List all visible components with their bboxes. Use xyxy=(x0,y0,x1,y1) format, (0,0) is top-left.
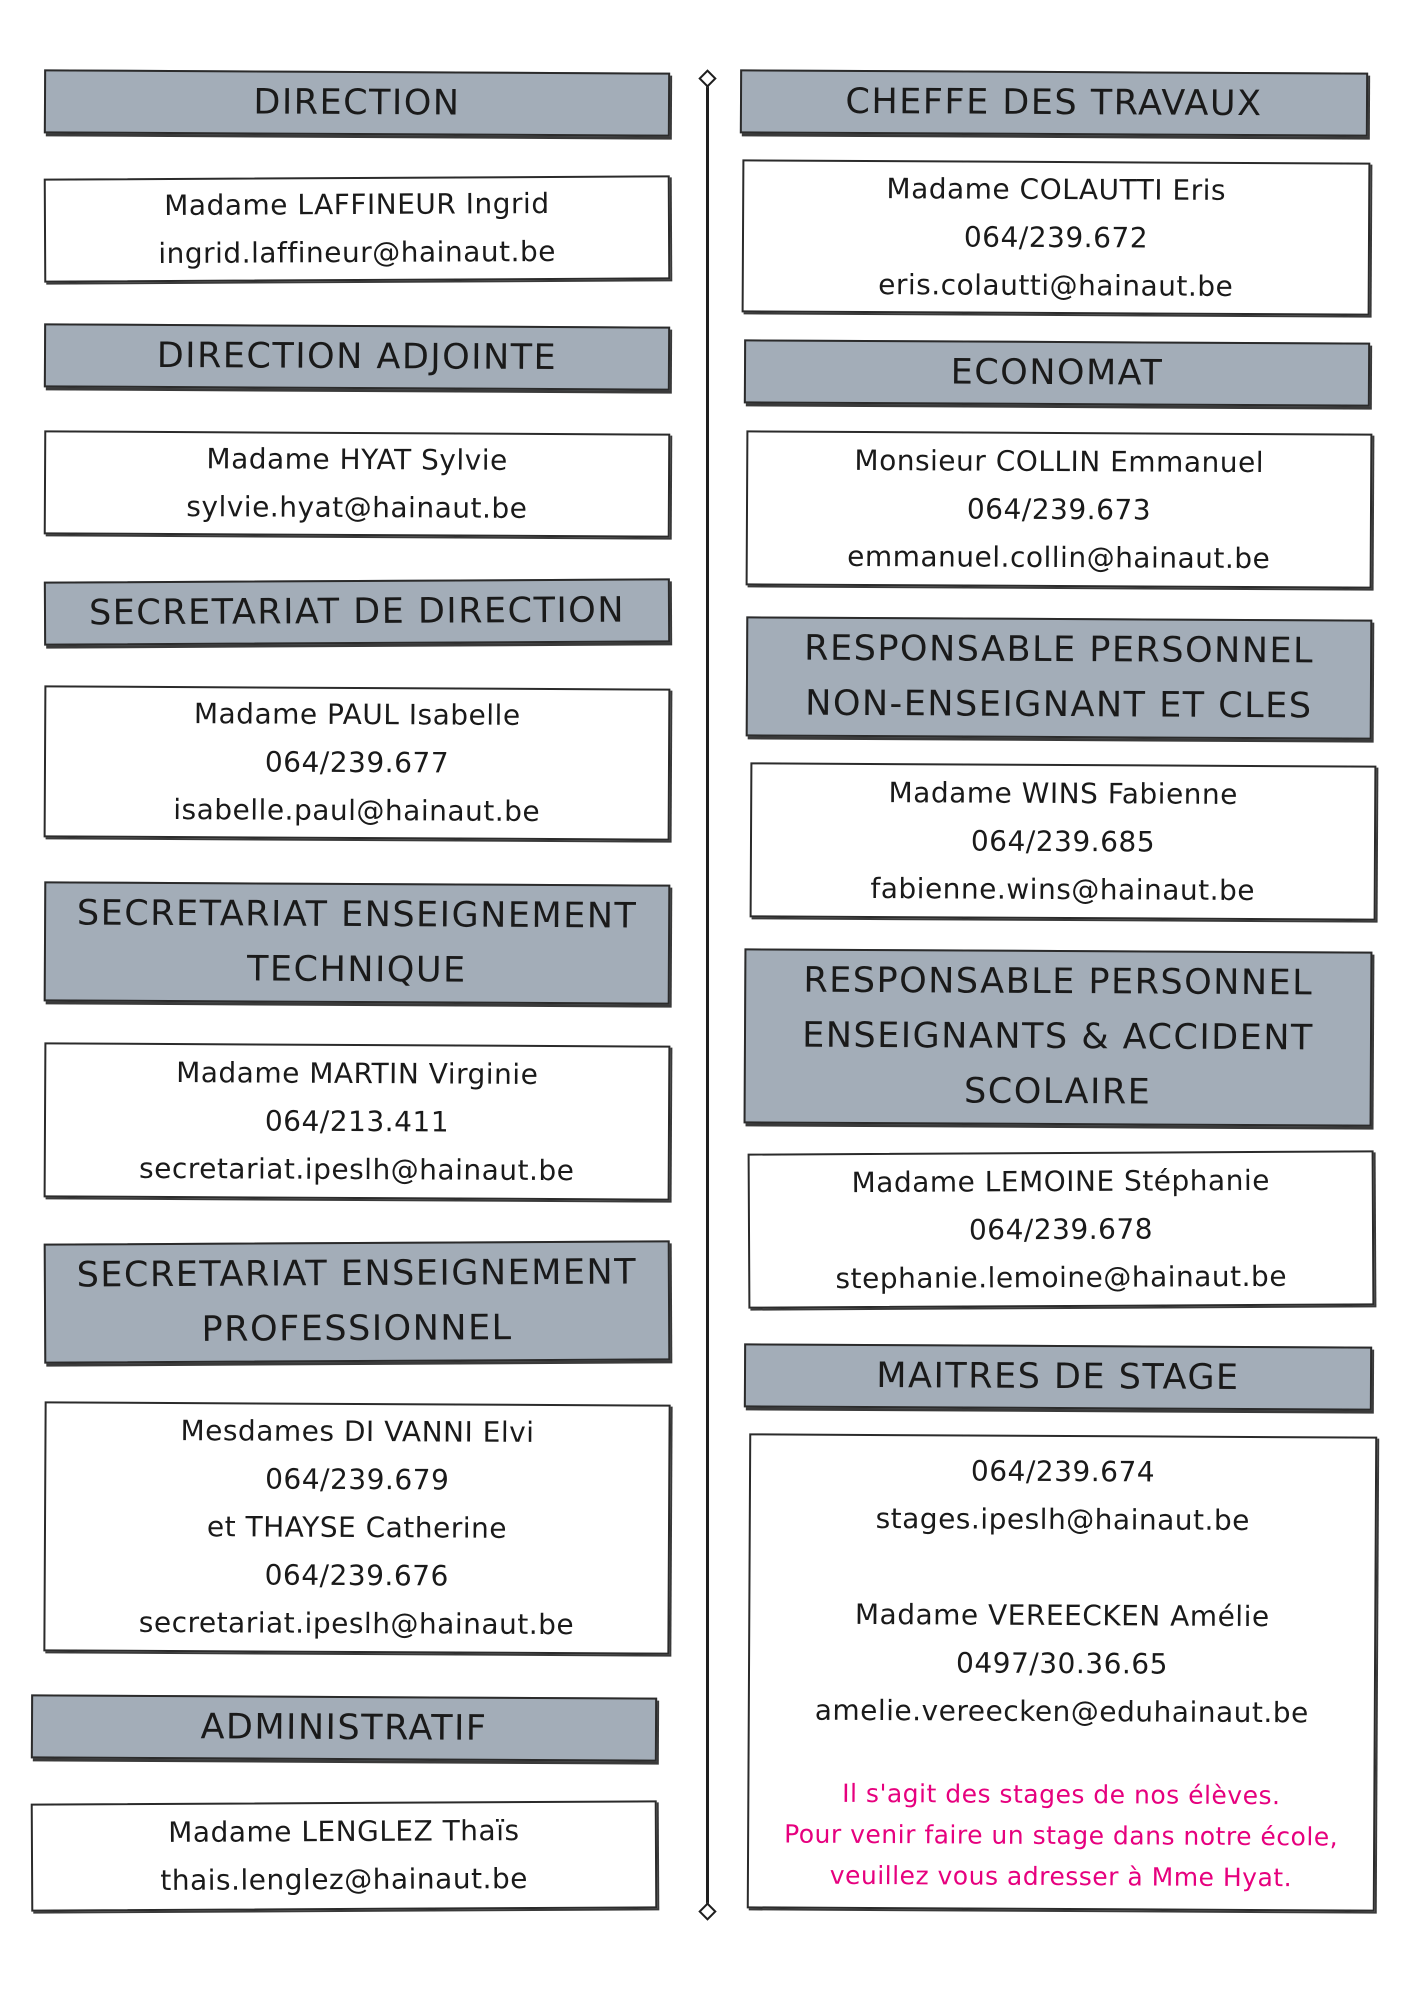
secretariat-technique-name: Madame MARTIN Virginie xyxy=(176,1055,539,1091)
secretariat-technique-title-line-1: SECRETARIAT ENSEIGNEMENT xyxy=(76,893,638,937)
direction-title: DIRECTION xyxy=(253,81,461,124)
cheffe-travaux-contact-card xyxy=(742,159,1371,315)
secretariat-direction-title: SECRETARIAT DE DIRECTION xyxy=(88,590,626,633)
direction-adjointe-name: Madame HYAT Sylvie xyxy=(206,442,508,477)
secretariat-professionnel-name-1: Mesdames DI VANNI Elvi xyxy=(180,1414,535,1449)
direction-name: Madame LAFFINEUR Ingrid xyxy=(164,186,550,223)
cheffe-travaux-phone: 064/239.672 xyxy=(963,220,1149,254)
secretariat-professionnel-email[interactable]: secretariat.ipeslh@hainaut.be xyxy=(138,1605,575,1642)
economat-title: ECONOMAT xyxy=(950,351,1164,394)
personnel-non-enseignant-email[interactable]: fabienne.wins@hainaut.be xyxy=(870,871,1256,907)
economat-contact-card xyxy=(746,430,1373,588)
personnel-enseignants-phone: 064/239.678 xyxy=(968,1212,1154,1246)
administratif-header xyxy=(31,1694,657,1761)
direction-email[interactable]: ingrid.laffineur@hainaut.be xyxy=(158,234,557,271)
personnel-enseignants-title-line-2: ENSEIGNANTS & ACCIDENT xyxy=(802,1015,1314,1059)
secretariat-professionnel-contact-card xyxy=(43,1401,670,1654)
cheffe-travaux-header xyxy=(740,69,1368,136)
secretariat-direction-contact-card xyxy=(44,685,671,840)
direction-contact-card xyxy=(44,175,671,282)
secretariat-direction-header xyxy=(44,578,670,645)
personnel-enseignants-contact-card xyxy=(748,1150,1375,1308)
personnel-non-enseignant-title-line-1: RESPONSABLE PERSONNEL xyxy=(804,628,1315,672)
secretariat-professionnel-title-line-2: PROFESSIONNEL xyxy=(201,1308,513,1350)
secretariat-direction-phone: 064/239.677 xyxy=(264,745,450,780)
economat-name: Monsieur COLLIN Emmanuel xyxy=(854,443,1265,479)
administratif-email[interactable]: thais.lenglez@hainaut.be xyxy=(160,1862,529,1897)
secretariat-professionnel-phone-1: 064/239.679 xyxy=(265,1462,450,1497)
personnel-enseignants-header xyxy=(744,948,1373,1126)
maitres-stage-title: MAITRES DE STAGE xyxy=(876,1355,1240,1398)
cheffe-travaux-email[interactable]: eris.colautti@hainaut.be xyxy=(878,267,1234,303)
maitres-stage-email[interactable]: stages.ipeslh@hainaut.be xyxy=(875,1502,1251,1537)
direction-adjointe-contact-card xyxy=(44,430,671,537)
column-divider xyxy=(706,80,709,1910)
personnel-enseignants-title-line-3: SCOLAIRE xyxy=(964,1071,1152,1113)
maitres-stage-note-line-3: veuillez vous adresser à Mme Hyat. xyxy=(829,1860,1293,1893)
secretariat-technique-title-line-2: TECHNIQUE xyxy=(246,949,467,991)
maitres-stage-note-line-2: Pour venir faire un stage dans notre école, xyxy=(784,1819,1339,1852)
economat-phone: 064/239.673 xyxy=(966,492,1152,526)
economat-email[interactable]: emmanuel.collin@hainaut.be xyxy=(847,539,1271,575)
personnel-non-enseignant-title-line-2: NON-ENSEIGNANT ET CLES xyxy=(805,683,1313,727)
maitres-stage-contact-email[interactable]: amelie.vereecken@eduhainaut.be xyxy=(814,1693,1309,1730)
secretariat-professionnel-phone-2: 064/239.676 xyxy=(264,1558,449,1593)
secretariat-technique-contact-card xyxy=(44,1042,671,1200)
secretariat-professionnel-name-2: et THAYSE Catherine xyxy=(206,1510,508,1545)
personnel-non-enseignant-contact-card xyxy=(750,762,1377,920)
secretariat-technique-phone: 064/213.411 xyxy=(264,1104,450,1138)
maitres-stage-header xyxy=(744,1343,1372,1410)
direction-adjointe-header xyxy=(44,323,670,390)
administratif-contact-card xyxy=(31,1800,658,1911)
administratif-title: ADMINISTRATIF xyxy=(200,1706,488,1749)
personnel-enseignants-name: Madame LEMOINE Stéphanie xyxy=(851,1163,1271,1199)
direction-adjointe-title: DIRECTION ADJOINTE xyxy=(156,335,558,378)
secretariat-technique-email[interactable]: secretariat.ipeslh@hainaut.be xyxy=(138,1151,575,1187)
cheffe-travaux-title: CHEFFE DES TRAVAUX xyxy=(845,81,1263,124)
secretariat-professionnel-header xyxy=(44,1240,671,1363)
maitres-stage-phone: 064/239.674 xyxy=(970,1454,1156,1489)
personnel-enseignants-title-line-1: RESPONSABLE PERSONNEL xyxy=(803,960,1314,1004)
maitres-stage-contact-name: Madame VEREECKEN Amélie xyxy=(854,1597,1270,1634)
cheffe-travaux-name: Madame COLAUTTI Eris xyxy=(886,171,1227,207)
personnel-non-enseignant-phone: 064/239.685 xyxy=(970,824,1156,858)
maitres-stage-note-line-1: Il s'agit des stages de nos élèves. xyxy=(842,1778,1281,1811)
personnel-enseignants-email[interactable]: stephanie.lemoine@hainaut.be xyxy=(835,1259,1288,1295)
secretariat-technique-header xyxy=(44,881,671,1004)
maitres-stage-contact-phone: 0497/30.36.65 xyxy=(956,1646,1169,1681)
economat-header xyxy=(744,339,1370,406)
personnel-non-enseignant-name: Madame WINS Fabienne xyxy=(888,775,1239,811)
personnel-non-enseignant-header xyxy=(746,616,1373,739)
secretariat-direction-name: Madame PAUL Isabelle xyxy=(193,697,521,732)
administratif-name: Madame LENGLEZ Thaïs xyxy=(168,1814,520,1849)
direction-adjointe-email[interactable]: sylvie.hyat@hainaut.be xyxy=(186,490,528,525)
direction-header xyxy=(44,69,670,136)
secretariat-professionnel-title-line-1: SECRETARIAT ENSEIGNEMENT xyxy=(76,1252,638,1296)
maitres-stage-contact-card xyxy=(747,1433,1377,1911)
secretariat-direction-email[interactable]: isabelle.paul@hainaut.be xyxy=(173,793,541,828)
